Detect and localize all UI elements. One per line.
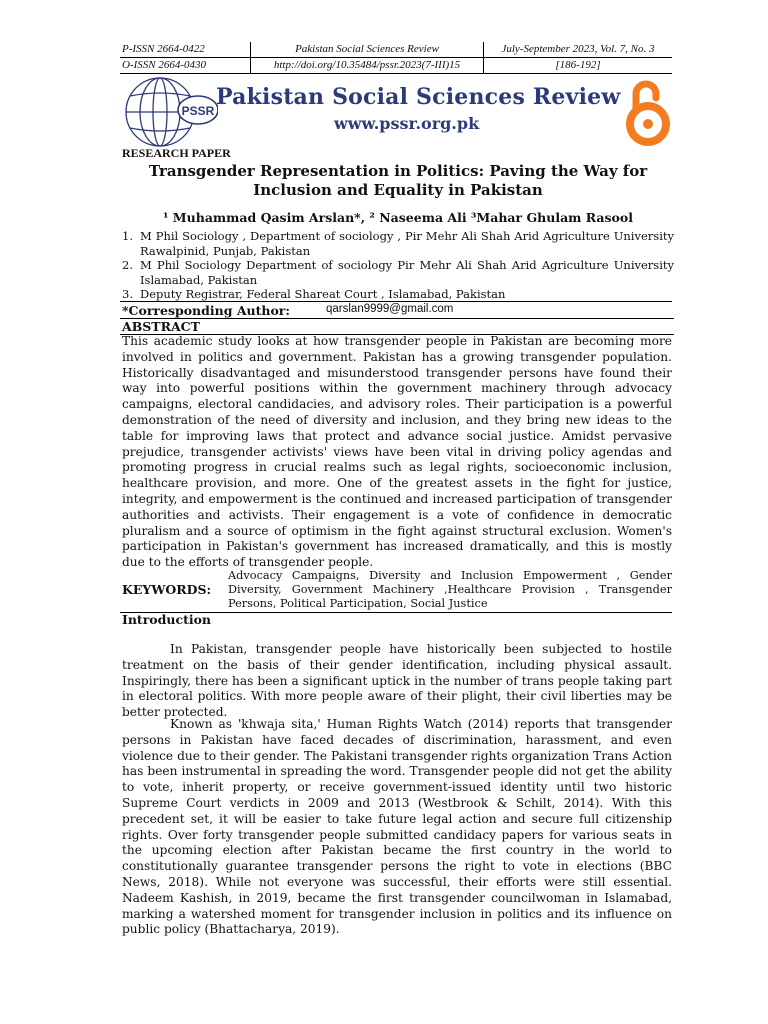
introduction-heading: Introduction [122,612,212,627]
affiliation-number: 3. [122,287,133,301]
journal-name-header: Pakistan Social Sciences Review [250,42,484,57]
affiliation-item [122,287,674,302]
journal-banner [122,74,674,150]
affiliation-number: 1. [122,229,133,243]
affiliation-item [122,258,674,287]
abstract-text: This academic study looks at how transgender people in Pakistan are becoming more involved in politics and government. Pakistan has a growing transgender population. Historically disadvantaged and misunderstood transgender persons have found their way into powerful positions within the government machinery through advocacy campaigns, electoral candidacies, and advisory roles. Their participation is a powerful demonstration of the need of diversity and inclusion, and they bring new ideas to the table for improving laws that protect and advance social justice. Amidst pervasive prejudice, transgender activists' views have been vital in driving policy agendas and promoting progress in crucial realms such as legal rights, socioeconomic inclusion, healthcare provision, and more. One of the greatest assets in the fight for justice, integrity, and empowerment is the continued and increased participation of transgender authorities and activists. Their engagement is a vote of confidence in democratic pluralism and a source of optimism in the fight against structural exclusion. Women's participation in Pakistan's government has increased dramatically, and this is mostly due to the efforts of transgender people. [122,334,672,570]
affiliation-number: 2. [122,258,133,272]
journal-url[interactable]: www.pssr.org.pk [334,114,480,133]
affiliation-item [122,229,674,258]
keywords-text: Advocacy Campaigns, Diversity and Inclusion Empowerment , Gender Diversity, Government Machinery ,Healthcare Provision , Transgender Persons, Political Participation, Social Justice [228,569,672,610]
paper-title: Transgender Representation in Politics: Paving the Way for Inclusion and Equality in Pakistan [148,162,648,199]
open-access-lock-icon [622,78,674,148]
keywords-row [120,568,672,613]
affiliation-text: M Phil Sociology , Department of sociology , Pir Mehr Ali Shah Arid Agriculture University Rawalpinid, Punjab, Pakistan [140,229,674,258]
pssr-globe-logo [122,74,218,150]
corresponding-email[interactable]: qarslan9999@gmail.com [326,303,454,315]
author-list: ¹ Muhammad Qasim Arslan*, ² Naseema Ali ³Mahar Ghulam Rasool [162,210,633,225]
pssr-logo-text: PSSR [181,104,215,118]
header-row-1 [120,42,672,58]
affiliation-text: M Phil Sociology Department of sociology Pir Mehr Ali Shah Arid Agriculture University Islamabad, Pakistan [140,258,674,287]
doi-link[interactable]: http://doi.org/10.35484/pssr.2023(7-III)15 [250,58,484,73]
affiliation-text: Deputy Registrar, Federal Shareat Court , Islamabad, Pakistan [140,287,506,301]
keywords-label: KEYWORDS: [122,582,212,597]
intro-paragraph: In Pakistan, transgender people have historically been subjected to hostile treatment on the basis of their gender identification, including physical assault. Inspiringly, there has been a significant uptick in the number of trans people taking part in electoral politics. With more people aware of their plight, their civil liberties may be better protected. [122,642,672,720]
corresponding-author-label: *Corresponding Author: [122,303,291,318]
journal-header-table [120,42,672,74]
page-range: [186-192] [555,59,601,71]
abstract-heading: ABSTRACT [120,318,674,335]
print-issn: P-ISSN 2664-0422 [122,43,205,55]
affiliation-list [122,229,674,302]
corresponding-author-row [120,301,672,319]
journal-title: Pakistan Social Sciences Review [216,84,621,110]
intro-paragraph: Known as 'khwaja sita,' Human Rights Watch (2014) reports that transgender persons in Pakistan have faced decades of discrimination, harassment, and even violence due to their gender. The Pakistani transgender rights organization Trans Action has been instrumental in spreading the word. Transgender people did not get the ability to vote, inherit property, or receive government-issued identity until two historic Supreme Court verdicts in 2009 and 2013 (Westbrook & Schilt, 2014). With this precedent set, it will be easier to take future legal action and secure full citizenship rights. Over forty transgender people submitted candidacy papers for various seats in the upcoming election after Pakistan became the first country in the world to constitutionally guarantee transgender persons the right to vote in elections (BBC News, 2018). While not everyone was successful, their efforts were still essential. Nadeem Kashish, in 2019, became the first transgender councilwoman in Islamabad, marking a watershed moment for transgender inclusion in politics and its influence on public policy (Bhattacharya, 2019). [122,717,672,937]
online-issn: O-ISSN 2664-0430 [122,59,207,71]
paper-type: RESEARCH PAPER [122,146,231,160]
header-row-2 [120,58,672,74]
issue-info: July-September 2023, Vol. 7, No. 3 [501,43,655,55]
